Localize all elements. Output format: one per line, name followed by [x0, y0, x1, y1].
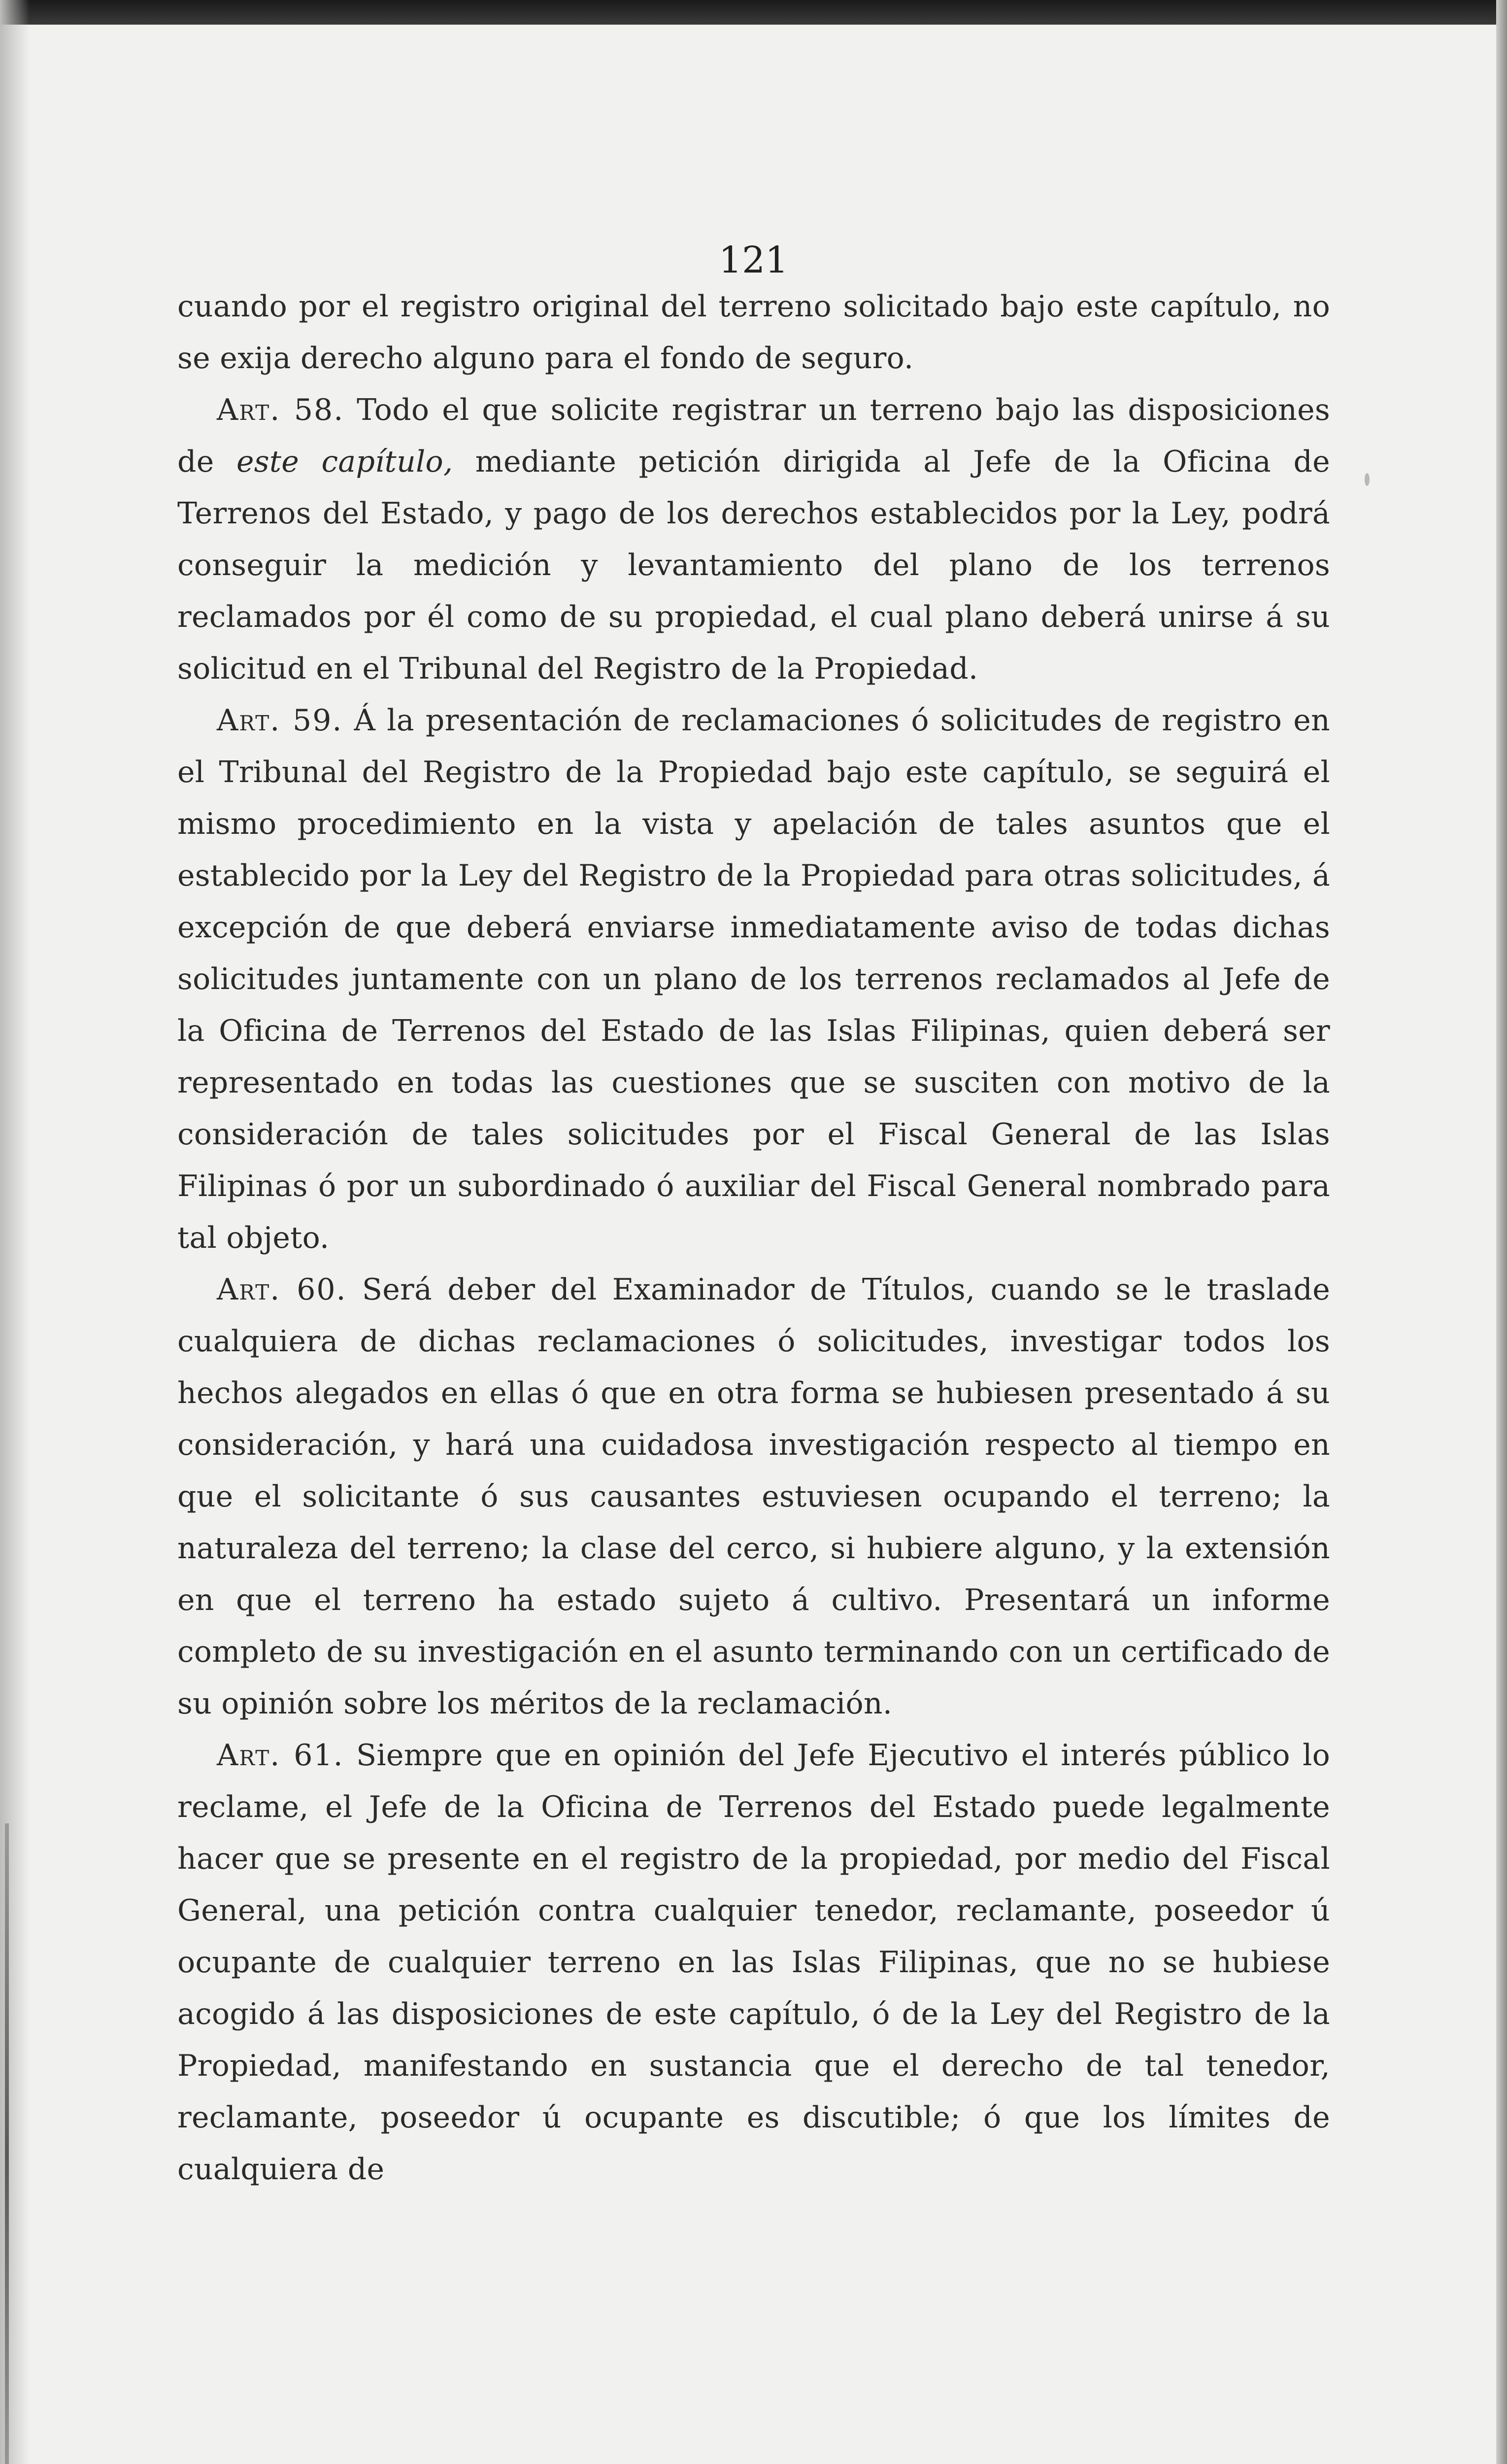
paragraph-text: Todo el que solicite registrar un terreno bajo las disposiciones de [177, 393, 1331, 479]
paragraph-text: Á la presentación de reclamaciones ó solicitudes de registro en el Tribunal del Registro de la Propiedad bajo este capítulo, se seguirá el mismo procedimiento en la vista y apelación de tales asuntos que el establecido por la Ley del Registro de la Propiedad para otras solicitudes, á excepción de que deberá enviarse inmediatamente aviso de todas dichas solicitudes juntamente con un plano de los terrenos reclamados al Jefe de la Oficina de Terrenos del Estado de las Islas Filipinas, quien deberá ser representado en todas las cuestiones que se susciten con motivo de la consideración de tales solicitudes por el Fiscal General de las Islas Filipinas ó por un subordinado ó auxiliar del Fiscal General nombrado para tal objeto. [177, 703, 1330, 1255]
paragraph-text: mediante petición dirigida al Jefe de la Oficina de Terrenos del Estado, y pago de los derechos establecidos por la Ley, podrá conseguir la medición y levantamiento del plano de los terrenos reclamados por él como de su propiedad, el cual plano deberá unirse á su solicitud en el Tribunal del Registro de la Propiedad. [177, 445, 1330, 686]
paragraph-article-59 [177, 695, 1330, 1264]
paragraph-text: Siempre que en opinión del Jefe Ejecutivo el interés público lo reclame, el Jefe de la Oficina de Terrenos del Estado puede legalmente hacer que se presente en el registro de la propiedad, por medio del Fiscal General, una petición contra cualquier tenedor, reclamante, poseedor ú ocupante de cualquier terreno en las Islas Filipinas, que no se hubiese acogido á las disposiciones de este capítulo, ó de la Ley del Registro de la Propiedad, manifestando en sustancia que el derecho de tal tenedor, reclamante, poseedor ú ocupante es discutible; ó que los límites de cualquiera de [177, 1738, 1330, 2187]
page-number: 121 [718, 239, 789, 281]
paragraph-article-60 [177, 1264, 1330, 1730]
paragraph-continuation [177, 281, 1330, 384]
scan-binding-edge [5, 1823, 9, 2464]
paragraph-article-61 [177, 1730, 1330, 2195]
scan-left-shadow [0, 0, 30, 2464]
italic-phrase: este capítulo, [236, 445, 453, 479]
scan-speck [1365, 473, 1370, 486]
scan-right-border [1496, 0, 1507, 2464]
article-label: Art. 61. [217, 1738, 344, 1773]
article-label: Art. 60. [217, 1272, 347, 1307]
article-label: Art. 59. [217, 703, 343, 738]
paragraph-article-58 [177, 384, 1330, 695]
page-body [177, 281, 1330, 2195]
paragraph-text: cuando por el registro original del terreno solicitado bajo este capítulo, no se exija derecho alguno para el fondo de seguro. [177, 289, 1330, 376]
paragraph-text: Será deber del Examinador de Títulos, cuando se le traslade cualquiera de dichas reclamaciones ó solicitudes, investigar todos los hechos alegados en ellas ó que en otra forma se hubiesen presentado á su consideración, y hará una cuidadosa investigación respecto al tiempo en que el solicitante ó sus causantes estuviesen ocupando el terreno; la naturaleza del terreno; la clase del cerco, si hubiere alguno, y la extensión en que el terreno ha estado sujeto á cultivo. Presentará un informe completo de su investigación en el asunto terminando con un certificado de su opinión sobre los méritos de la reclamación. [177, 1272, 1331, 1721]
article-label: Art. 58. [217, 393, 344, 427]
scan-top-border [0, 0, 1507, 25]
